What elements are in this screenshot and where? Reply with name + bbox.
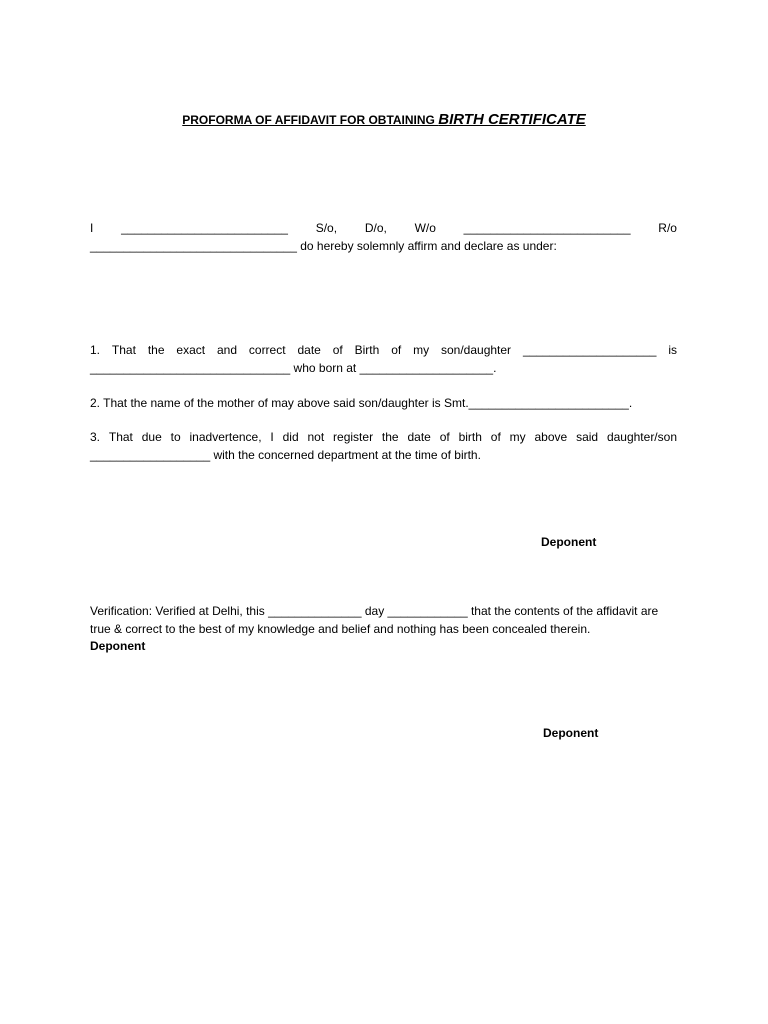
item2-line: 2. That the name of the mother of may above said son/daughter is Smt.________________________. xyxy=(90,396,633,410)
item1-word: my xyxy=(413,343,430,357)
item1-word: date xyxy=(297,343,321,357)
name-blank: _________________________ xyxy=(121,221,288,235)
intro-word: I xyxy=(90,221,94,235)
item1-word: and xyxy=(216,343,237,357)
deponent-signature-label-final: Deponent xyxy=(543,726,599,740)
item3-word: date xyxy=(407,430,431,444)
intro-word: S/o, xyxy=(315,221,338,235)
child-name-blank: ____________________ xyxy=(522,343,657,357)
item3-word: due xyxy=(141,430,162,444)
intro-word: D/o, xyxy=(364,221,387,235)
verification-deponent: Deponent xyxy=(90,639,146,653)
document-title xyxy=(0,111,768,128)
item3-word: did xyxy=(282,430,299,444)
item1-word: son/daughter xyxy=(441,343,512,357)
item3-word: register xyxy=(333,430,374,444)
item3-word: of xyxy=(490,430,501,444)
item1-word: Birth xyxy=(354,343,380,357)
item3-word: my xyxy=(509,430,526,444)
item3-word: not xyxy=(307,430,325,444)
item1-word: of xyxy=(391,343,402,357)
verification-line-1: Verification: Verified at Delhi, this ______________ day ____________ that the contents of the affidavit are xyxy=(90,604,659,618)
item1-line-2: ______________________________ who born at ____________________. xyxy=(90,361,497,375)
parent-name-blank: _________________________ xyxy=(463,221,631,235)
item3-word: said xyxy=(576,430,599,444)
item3-word: to xyxy=(170,430,181,444)
intro-word: W/o xyxy=(414,221,436,235)
item3-word: birth xyxy=(458,430,482,444)
item3-word: above xyxy=(534,430,568,444)
intro-line-2: _______________________________ do hereby solemnly affirm and declare as under: xyxy=(90,239,557,253)
item1-word: the xyxy=(147,343,165,357)
item1-word: of xyxy=(332,343,343,357)
deponent-signature-label: Deponent xyxy=(541,535,597,549)
item1-line-1 xyxy=(90,342,677,359)
item3-word: daughter/son xyxy=(606,430,677,444)
item3-line-1 xyxy=(90,429,677,446)
item3-word: inadvertence, xyxy=(189,430,262,444)
item3-word: I xyxy=(270,430,274,444)
item3-word: of xyxy=(439,430,450,444)
item3-line-2: __________________ with the concerned department at the time of birth. xyxy=(90,448,481,462)
item1-word: That xyxy=(111,343,136,357)
item1-word: 1. xyxy=(90,343,101,357)
item3-word: That xyxy=(108,430,133,444)
verification-line-2: true & correct to the best of my knowledge and belief and nothing has been concealed therein. xyxy=(90,622,591,636)
intro-word: R/o xyxy=(658,221,677,235)
title-prefix: PROFORMA OF AFFIDAVIT FOR OBTAINING xyxy=(182,113,439,127)
intro-line-1 xyxy=(90,220,677,237)
item3-word: the xyxy=(381,430,399,444)
item1-word: exact xyxy=(176,343,206,357)
item3-word: 3. xyxy=(90,430,101,444)
item1-word: correct xyxy=(248,343,286,357)
title-emphasis: BIRTH CERTIFICATE xyxy=(438,111,586,128)
item1-word: is xyxy=(668,343,677,357)
